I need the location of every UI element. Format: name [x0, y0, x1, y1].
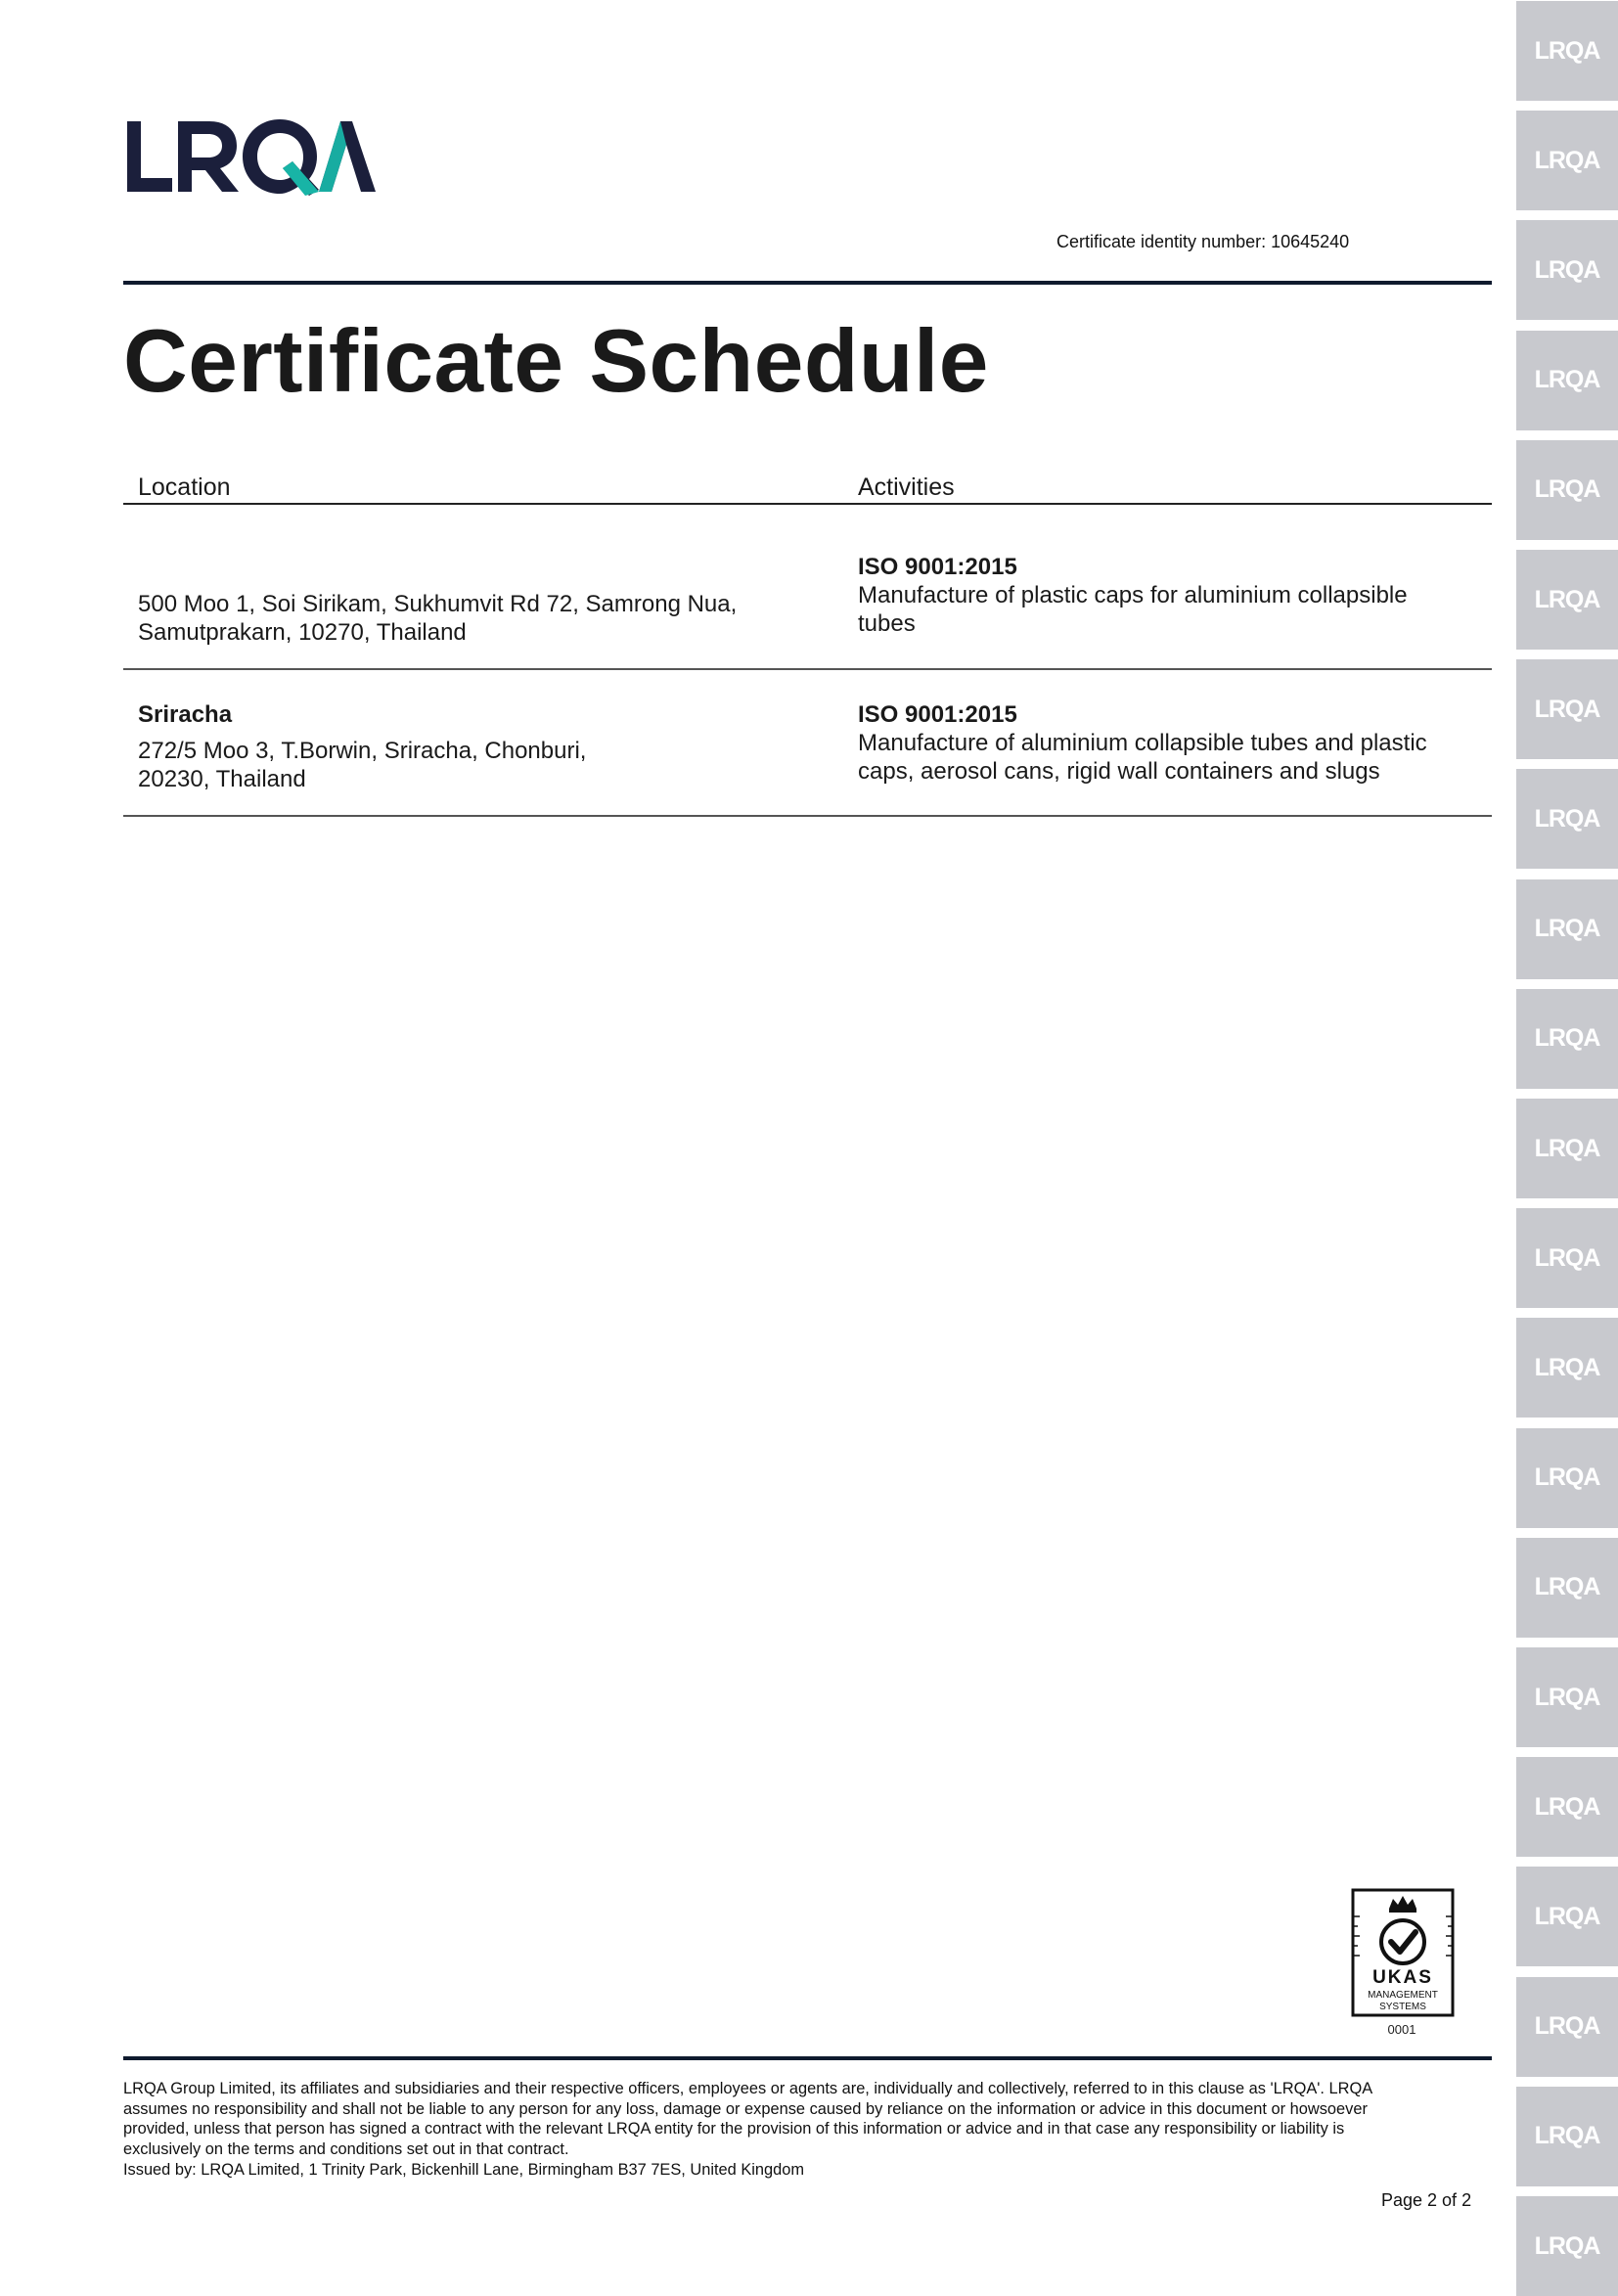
ukas-subtext: MANAGEMENT	[1368, 1990, 1438, 2001]
certificate-identity	[1056, 232, 1349, 252]
side-tab: LRQA	[1516, 1977, 1618, 2077]
activity-line: Manufacture of plastic caps for aluminium collapsible	[858, 582, 1408, 608]
certificate-id-value: 10645240	[1271, 232, 1350, 251]
row-divider	[123, 668, 1492, 670]
activity-line: tubes	[858, 610, 916, 637]
side-tab: LRQA	[1516, 1538, 1618, 1638]
address-line: Samutprakarn, 10270, Thailand	[138, 619, 467, 646]
ukas-accreditation-mark	[1350, 1887, 1456, 2034]
side-tab: LRQA	[1516, 1, 1618, 101]
disclaimer-line: assumes no responsibility and shall not be liable to any person for any loss, damage or expense caused by reliance on the information or advice in this document or howsoever	[123, 2099, 1368, 2118]
side-tab: LRQA	[1516, 1099, 1618, 1198]
table-header-divider	[123, 503, 1492, 505]
disclaimer-line: provided, unless that person has signed a contract with the relevant LRQA entity for the provision of this information or advice and in that case any responsibility or liability is	[123, 2120, 1345, 2138]
disclaimer-line: exclusively on the terms and conditions set out in that contract.	[123, 2139, 569, 2158]
activity-line: caps, aerosol cans, rigid wall containers and slugs	[858, 758, 1380, 785]
header-divider	[123, 281, 1492, 285]
side-tab: LRQA	[1516, 1757, 1618, 1857]
certificate-id-label: Certificate identity number:	[1056, 232, 1267, 251]
side-tab: LRQA	[1516, 2196, 1618, 2296]
address-line: 20230, Thailand	[138, 766, 306, 792]
location-name: Sriracha	[138, 701, 233, 728]
page-number: Page 2 of 2	[1381, 2190, 1472, 2210]
activity-cell	[858, 553, 1408, 638]
activity-cell	[858, 700, 1427, 786]
location-address	[138, 590, 737, 647]
side-tab: LRQA	[1516, 879, 1618, 979]
side-tab: LRQA	[1516, 989, 1618, 1089]
side-tab: LRQA	[1516, 550, 1618, 650]
activities-column-header: Activities	[858, 473, 955, 501]
lrqa-logo	[123, 117, 378, 196]
location-cell	[138, 700, 586, 793]
side-tab: LRQA	[1516, 331, 1618, 430]
side-tab: LRQA	[1516, 111, 1618, 210]
side-tab: LRQA	[1516, 1318, 1618, 1418]
side-tab: LRQA	[1516, 220, 1618, 320]
address-line: 500 Moo 1, Soi Sirikam, Sukhumvit Rd 72, Samrong Nua,	[138, 591, 738, 617]
disclaimer	[123, 2079, 1512, 2159]
side-tab-strip	[1515, 0, 1618, 2288]
footer-divider	[123, 2056, 1492, 2060]
ukas-text: UKAS	[1372, 1967, 1433, 1988]
side-tab: LRQA	[1516, 1647, 1618, 1747]
ukas-subtext: SYSTEMS	[1379, 2002, 1426, 2012]
issued-by: Issued by: LRQA Limited, 1 Trinity Park, Bickenhill Lane, Birmingham B37 7ES, United Kingdom	[123, 2161, 805, 2179]
side-tab: LRQA	[1516, 769, 1618, 869]
side-tab: LRQA	[1516, 2087, 1618, 2186]
standard-name: ISO 9001:2015	[858, 554, 1017, 580]
location-column-header: Location	[138, 473, 231, 501]
page-title: Certificate Schedule	[123, 312, 989, 411]
side-tab: LRQA	[1516, 659, 1618, 759]
side-tab: LRQA	[1516, 1867, 1618, 1966]
side-tab: LRQA	[1516, 1428, 1618, 1528]
address-line: 272/5 Moo 3, T.Borwin, Sriracha, Chonburi,	[138, 738, 587, 764]
side-tab: LRQA	[1516, 1208, 1618, 1308]
activity-line: Manufacture of aluminium collapsible tubes and plastic	[858, 730, 1427, 756]
standard-name: ISO 9001:2015	[858, 701, 1017, 728]
disclaimer-line: LRQA Group Limited, its affiliates and subsidiaries and their respective officers, employees or agents are, individually and collectively, referred to in this clause as 'LRQA'. LRQA	[123, 2080, 1373, 2097]
row-divider	[123, 815, 1492, 817]
accreditation-number: 0001	[1387, 2022, 1416, 2037]
side-tab: LRQA	[1516, 440, 1618, 540]
